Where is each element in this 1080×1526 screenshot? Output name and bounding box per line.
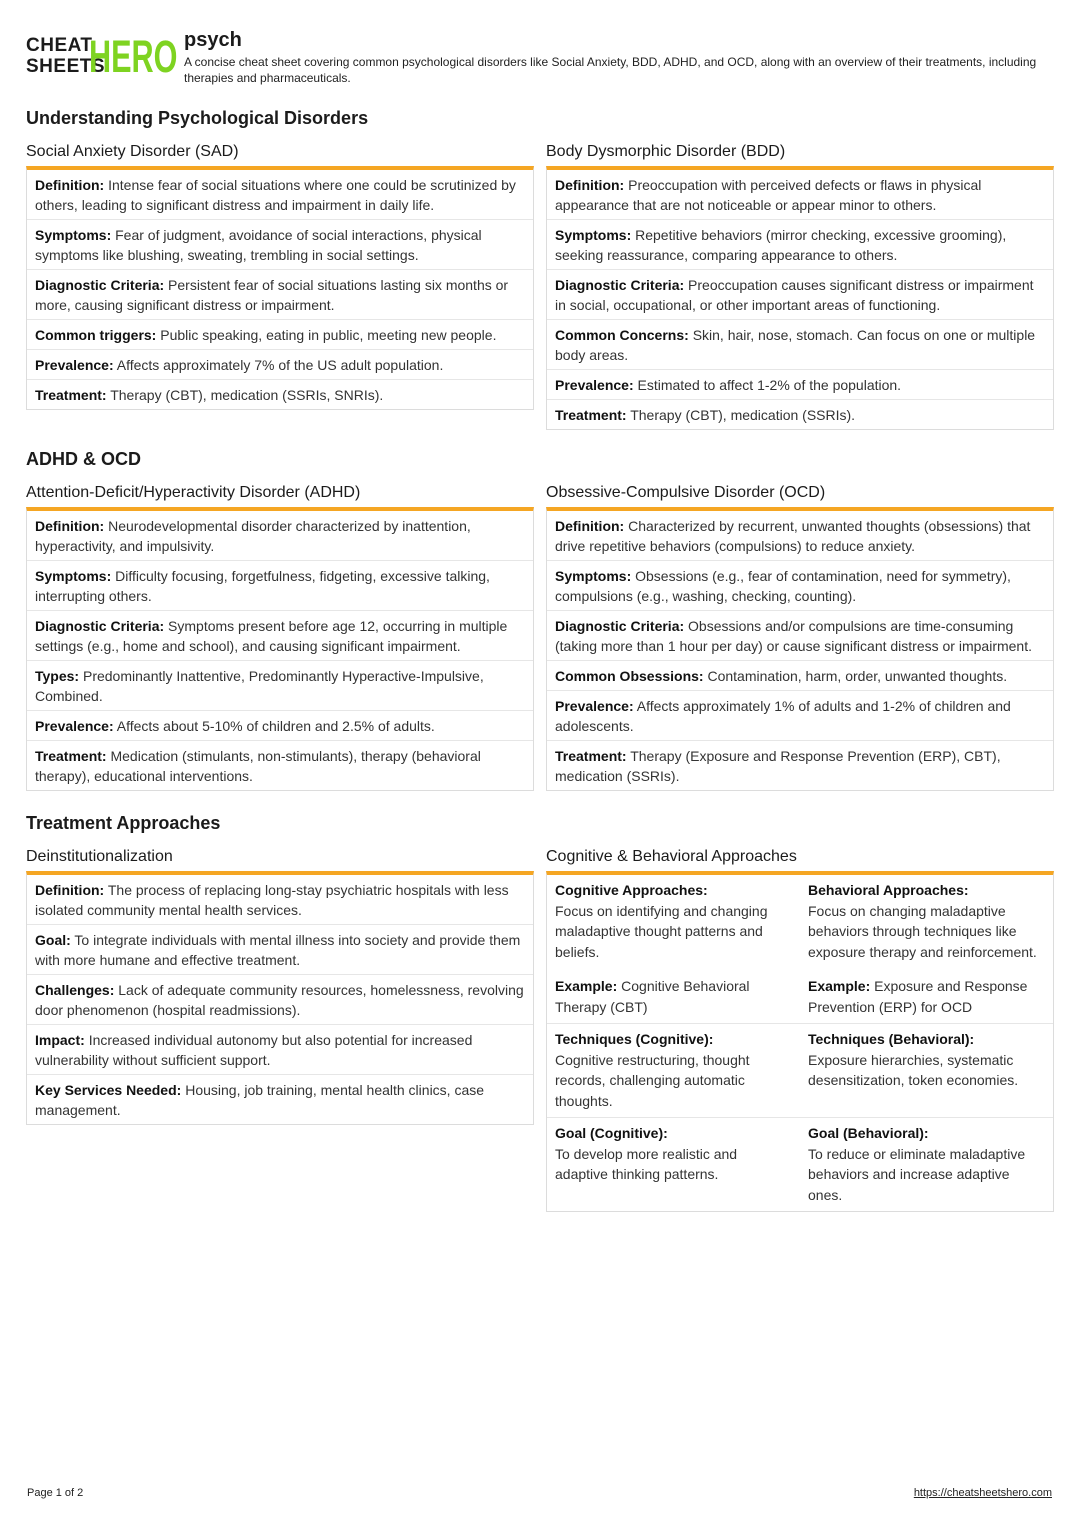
page-description: A concise cheat sheet covering common psychological disorders like Social Anxiety, BDD, ADHD, and OCD, along with an overview of their treatments, including therapies and pharmaceuticals. [184,55,1037,85]
logo-text-hero: HERO [89,31,178,82]
table-cell: Cognitive Approaches: Focus on identifying and changing maladaptive thought patterns and beliefs. Example: Cognitive Behavioral Therapy (CBT) [555,882,768,1015]
section-heading-disorders: Understanding Psychological Disorders [26,108,369,128]
card-title: Body Dysmorphic Disorder (BDD) [546,143,786,160]
card-body [546,871,1054,1212]
card-body [26,166,534,410]
table-row [547,1118,1053,1211]
list-item: Definition: Characterized by recurrent, unwanted thoughts (obsessions) that drive repetitive behaviors (compulsions) to reduce anxiety. [547,511,1053,561]
list-item: Definition: Preoccupation with perceived defects or flaws in physical appearance that are not noticeable or appear minor to others. [547,170,1053,220]
list-item: Prevalence: Affects approximately 1% of adults and 1-2% of children and adolescents. [547,691,1053,741]
list-item: Diagnostic Criteria: Persistent fear of social situations lasting six months or more, causing significant distress or impairment. [27,270,533,320]
list-item: Treatment: Therapy (CBT), medication (SSRIs, SNRIs). [35,387,384,403]
table-cell: Techniques (Behavioral): Exposure hierarchies, systematic desensitization, token economies. [808,1031,1019,1088]
page-title: psych [184,29,242,51]
list-item: Prevalence: Affects about 5-10% of children and 2.5% of adults. [27,711,533,741]
card-body [26,871,534,1125]
list-item: Goal: To integrate individuals with mental illness into society and provide them with more humane and effective treatment. [27,925,533,975]
card-sad [26,142,534,410]
list-item: Symptoms: Difficulty focusing, forgetfulness, fidgeting, excessive talking, interrupting others. [27,561,533,611]
list-item: Prevalence: Estimated to affect 1-2% of the population. [547,370,1053,400]
footer-link[interactable]: https://cheatsheetshero.com [913,1487,1052,1499]
table-cell: Techniques (Cognitive): Cognitive restructuring, thought records, challenging automatic thoughts. [555,1031,750,1109]
list-item: Definition: Neurodevelopmental disorder characterized by inattention, hyperactivity, and impulsivity. [27,511,533,561]
list-item: Common triggers: Public speaking, eating in public, meeting new people. [27,320,533,350]
list-item: Common Concerns: Skin, hair, nose, stomach. Can focus on one or multiple body areas. [547,320,1053,370]
list-item: Impact: Increased individual autonomy but also potential for increased vulnerability without sufficient support. [27,1025,533,1075]
title-block [184,28,1054,86]
logo-text-bottom: SHEETS [26,56,106,77]
list-item: Treatment: Therapy (CBT), medication (SSRIs). [555,407,856,423]
logo-text-top: CHEAT [26,35,93,56]
list-item: Common Obsessions: Contamination, harm, order, unwanted thoughts. [547,661,1053,691]
list-item: Key Services Needed: Housing, job training, mental health clinics, case management. [35,1082,485,1118]
table-cell: Behavioral Approaches: Focus on changing maladaptive behaviors through techniques like exposure therapy and reinforcement. Example: Exposure and Response Prevention (ERP) for OCD [808,882,1037,1015]
card-cognitive-behavioral [546,847,1054,1212]
card-title: Social Anxiety Disorder (SAD) [26,143,239,160]
list-item: Types: Predominantly Inattentive, Predominantly Hyperactive-Impulsive, Combined. [27,661,533,711]
list-item: Treatment: Therapy (Exposure and Response Prevention (ERP), CBT), medication (SSRIs). [555,748,1001,784]
list-item: Definition: Intense fear of social situations where one could be scrutinized by others, leading to significant distress and impairment in daily life. [27,170,533,220]
list-item: Diagnostic Criteria: Obsessions and/or compulsions are time-consuming (taking more than 1 hour per day) or cause significant distress or impairment. [547,611,1053,661]
table-row [547,875,1053,1024]
table-row [547,1024,1053,1118]
list-item: Prevalence: Affects approximately 7% of the US adult population. [27,350,533,380]
list-item: Symptoms: Fear of judgment, avoidance of social interactions, physical symptoms like blushing, sweating, trembling in social settings. [27,220,533,270]
card-body [546,507,1054,791]
card-body [546,166,1054,430]
card-title: Obsessive-Compulsive Disorder (OCD) [546,484,826,501]
card-body [26,507,534,791]
table-cell: Goal (Cognitive): To develop more realistic and adaptive thinking patterns. [555,1125,738,1182]
list-item: Symptoms: Obsessions (e.g., fear of contamination, need for symmetry), compulsions (e.g., washing, checking, counting). [547,561,1053,611]
page-number: Page 1 of 2 [27,1487,84,1499]
card-bdd [546,142,1054,430]
list-item: Diagnostic Criteria: Symptoms present before age 12, occurring in multiple settings (e.g., home and school), and causing significant impairment. [27,611,533,661]
card-title: Cognitive & Behavioral Approaches [546,848,797,865]
list-item: Challenges: Lack of adequate community resources, homelessness, revolving door phenomenon (hospital readmissions). [27,975,533,1025]
cheatsheetshero-logo[interactable] [26,31,178,82]
page-header [26,28,1056,92]
card-title: Deinstitutionalization [26,848,173,865]
card-adhd [26,483,534,791]
card-ocd [546,483,1054,791]
list-item: Diagnostic Criteria: Preoccupation causes significant distress or impairment in social, occupational, or other important areas of functioning. [547,270,1053,320]
list-item: Symptoms: Repetitive behaviors (mirror checking, excessive grooming), seeking reassurance, comparing appearance to others. [547,220,1053,270]
card-deinstitutionalization [26,847,534,1125]
table-cell: Goal (Behavioral): To reduce or eliminate maladaptive behaviors and increase adaptive ones. [808,1125,1026,1203]
card-title: Attention-Deficit/Hyperactivity Disorder (ADHD) [26,484,361,501]
list-item: Treatment: Medication (stimulants, non-stimulants), therapy (behavioral therapy), educational interventions. [35,748,481,784]
list-item: Definition: The process of replacing long-stay psychiatric hospitals with less isolated community mental health services. [27,875,533,925]
section-heading-treatment: Treatment Approaches [26,813,221,833]
section-heading-adhd-ocd: ADHD & OCD [26,449,141,469]
